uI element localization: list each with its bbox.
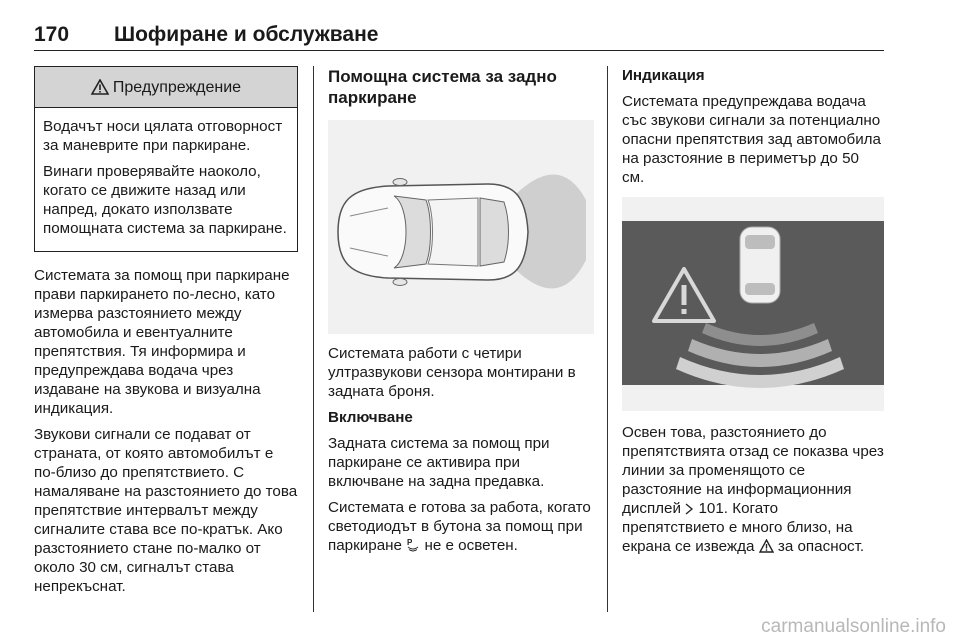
display-illustration	[622, 197, 884, 411]
column-divider	[607, 66, 608, 612]
warning-paragraph: Водачът носи цялата отговорност за маневрите при паркиране.	[43, 118, 283, 154]
warning-box	[34, 66, 298, 252]
column-right	[622, 66, 884, 563]
sensors-paragraph: Системата работи с четири ултразвукови сензора монтирани в задната броня.	[328, 345, 576, 400]
warning-triangle-icon	[91, 79, 109, 95]
page-number: 170	[34, 23, 70, 46]
indication-paragraph: Системата предупреждава водача със звукови сигнали за потенциално опасни препятствия зад автомобила на разстояние в периметър до 50 см.	[622, 93, 881, 186]
page-reference: 101	[698, 500, 724, 517]
svg-text:P: P	[407, 538, 413, 547]
parking-assist-icon	[406, 537, 420, 552]
activation-heading: Включване	[328, 409, 413, 426]
activation-paragraph: Задната система за помощ при паркиране се активира при включване на задна предавка.	[328, 435, 550, 490]
display-paragraph: Освен това, разстоянието до препятствията отзад се показва чрез линии за променящото се разстояние на информационния дисплей 101. Когато препятствието е много близо, на екрана се извежда за опасност.	[622, 424, 884, 555]
warning-body	[35, 108, 297, 251]
section-heading: Помощна система за задно паркиране	[328, 67, 557, 107]
page-header	[34, 22, 884, 51]
warning-paragraph: Винаги проверявайте наоколо, когато се движите назад или напред, докато използвате помощната система за паркиране.	[43, 163, 287, 237]
warning-triangle-icon	[759, 539, 774, 553]
page-title: Шофиране и обслужване	[114, 23, 379, 46]
warning-heading: Предупреждение	[112, 78, 242, 96]
column-middle	[328, 66, 594, 562]
ready-paragraph: Системата е готова за работа, когато светодиодът в бутона за помощ при паркиране P не е осветен.	[328, 499, 591, 554]
intro-paragraph: Системата за помощ при паркиране прави паркирането по-лесно, като измерва разстоянието между автомобила и евентуалните препятствия. Тя информира и предупреждава водача чрез издаване на звукова и визуална индикация.	[34, 267, 290, 417]
indication-heading: Индикация	[622, 67, 705, 84]
sound-paragraph: Звукови сигнали се подават от страната, от която автомобилът е по-близо до препятствието. С намаляване на разстоянието до това препятствие интервалът между сигналите става все по-кратък. Ако разстоянието стане по-малко от около 30 см, сигналът става непрекъснат.	[34, 426, 298, 595]
car-sensor-illustration	[328, 120, 594, 334]
page-reference-icon	[685, 503, 694, 515]
column-left	[34, 66, 298, 603]
watermark: carmanualsonline.info	[761, 616, 946, 637]
warning-header	[35, 67, 297, 108]
column-divider	[313, 66, 314, 612]
